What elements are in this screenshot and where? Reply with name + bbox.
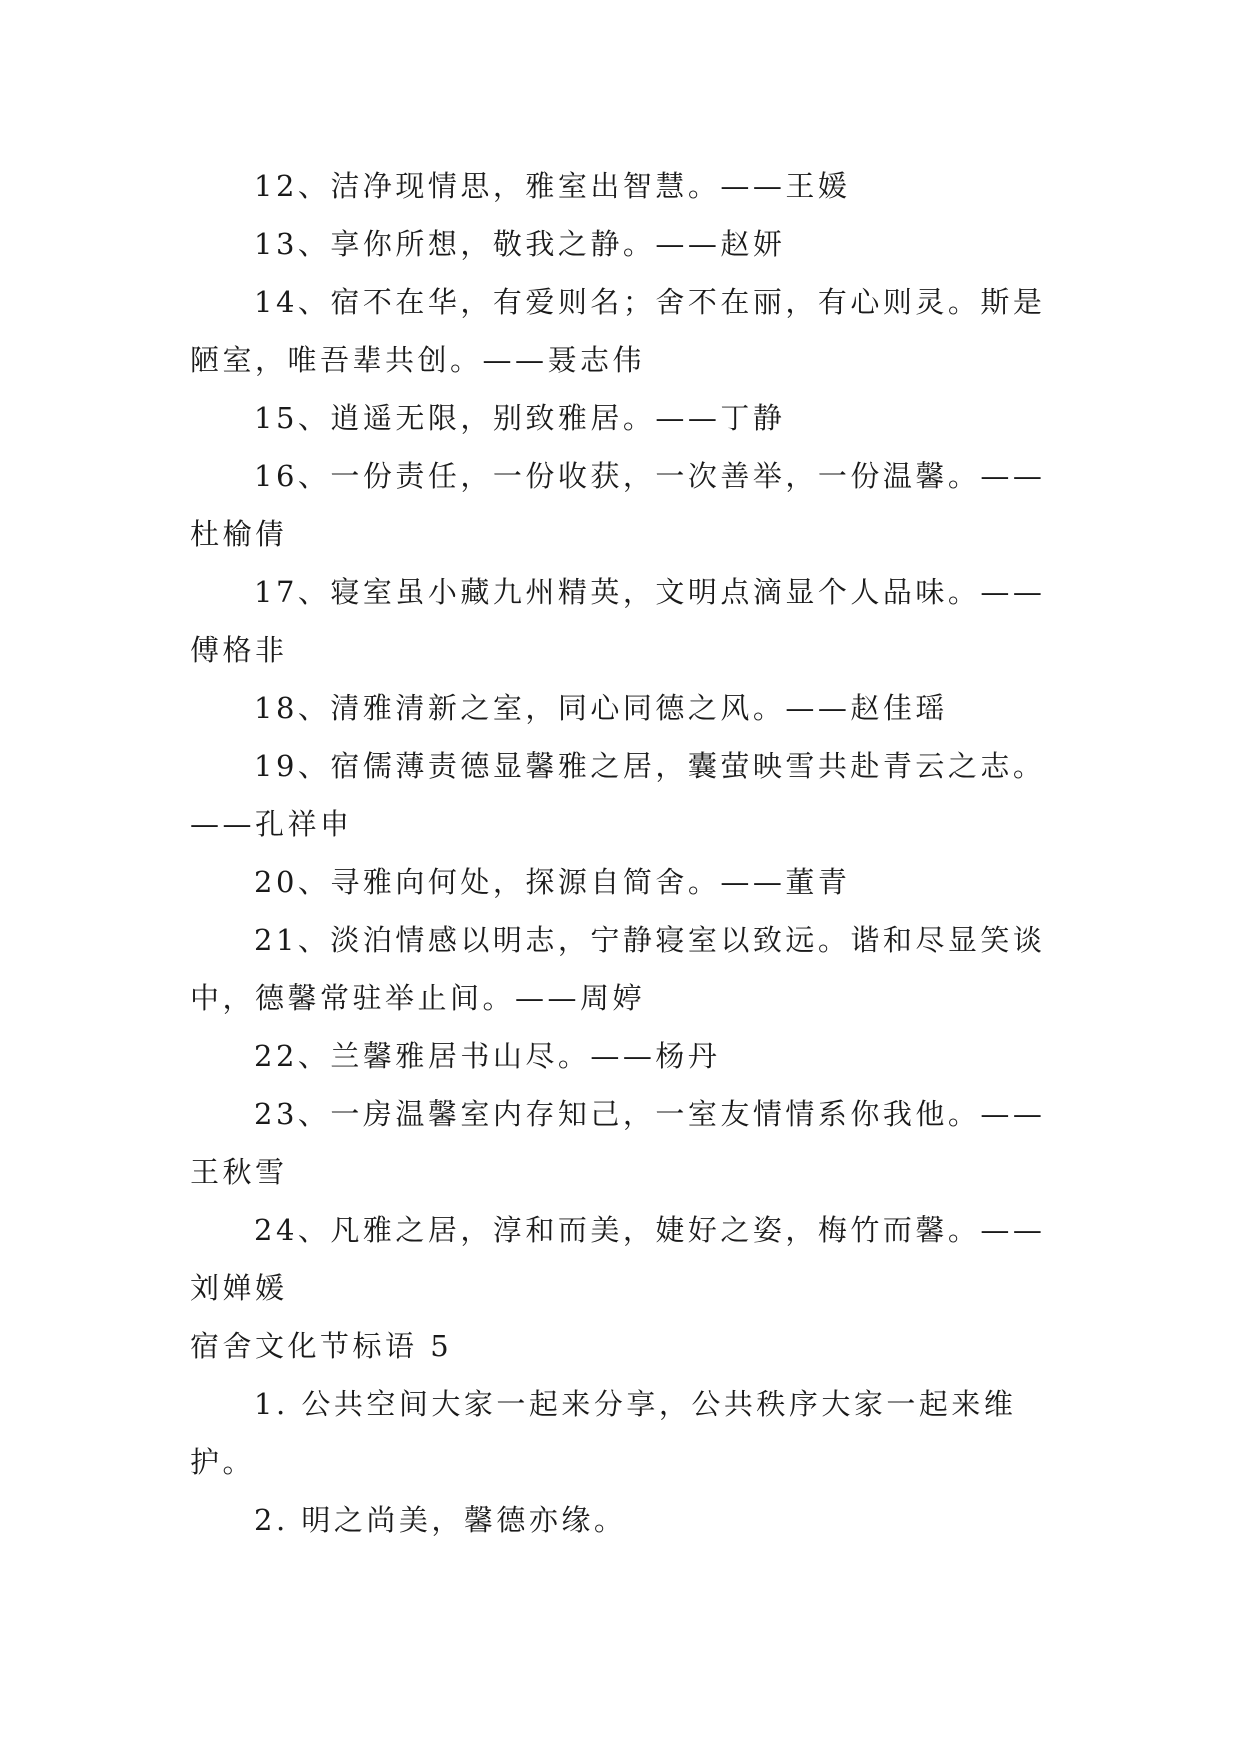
- slogan-paragraph-20: 20、寻雅向何处，探源自简舍。——董青: [254, 865, 851, 899]
- slogan-paragraph-1: 1. 公共空间大家一起来分享，公共秩序大家一起来维护。: [190, 1387, 1017, 1479]
- slogan-paragraph-2: 2. 明之尚美，馨德亦缘。: [254, 1503, 627, 1537]
- slogan-paragraph-16: 16、一份责任，一份收获，一次善举，一份温馨。——杜榆倩: [190, 459, 1046, 551]
- slogan-paragraph-17: 17、寝室虽小藏九州精英，文明点滴显个人品味。——傅格非: [190, 575, 1046, 667]
- slogan-paragraph-14: 14、宿不在华，有爱则名；舍不在丽，有心则灵。斯是陋室，唯吾辈共创。——聂志伟: [190, 285, 1046, 377]
- document-body: [190, 157, 1050, 1549]
- slogan-paragraph-19: 19、宿儒薄责德显馨雅之居，囊萤映雪共赴青云之志。——孔祥申: [190, 749, 1046, 841]
- section-heading: 宿舍文化节标语 5: [190, 1329, 453, 1363]
- slogan-paragraph-21: 21、淡泊情感以明志，宁静寝室以致远。谐和尽显笑谈中，德馨常驻举止间。——周婷: [190, 923, 1046, 1015]
- slogan-paragraph-12: 12、洁净现情思，雅室出智慧。——王媛: [254, 169, 851, 203]
- slogan-paragraph-13: 13、享你所想，敬我之静。——赵妍: [254, 227, 786, 261]
- slogan-paragraph-24: 24、凡雅之居，淳和而美，婕好之姿，梅竹而馨。——刘婵媛: [190, 1213, 1046, 1305]
- slogan-paragraph-15: 15、逍遥无限，别致雅居。——丁静: [254, 401, 786, 435]
- slogan-paragraph-23: 23、一房温馨室内存知己，一室友情情系你我他。——王秋雪: [190, 1097, 1046, 1189]
- slogan-paragraph-22: 22、兰馨雅居书山尽。——杨丹: [254, 1039, 721, 1073]
- slogan-paragraph-18: 18、清雅清新之室，同心同德之风。——赵佳瑶: [254, 691, 948, 725]
